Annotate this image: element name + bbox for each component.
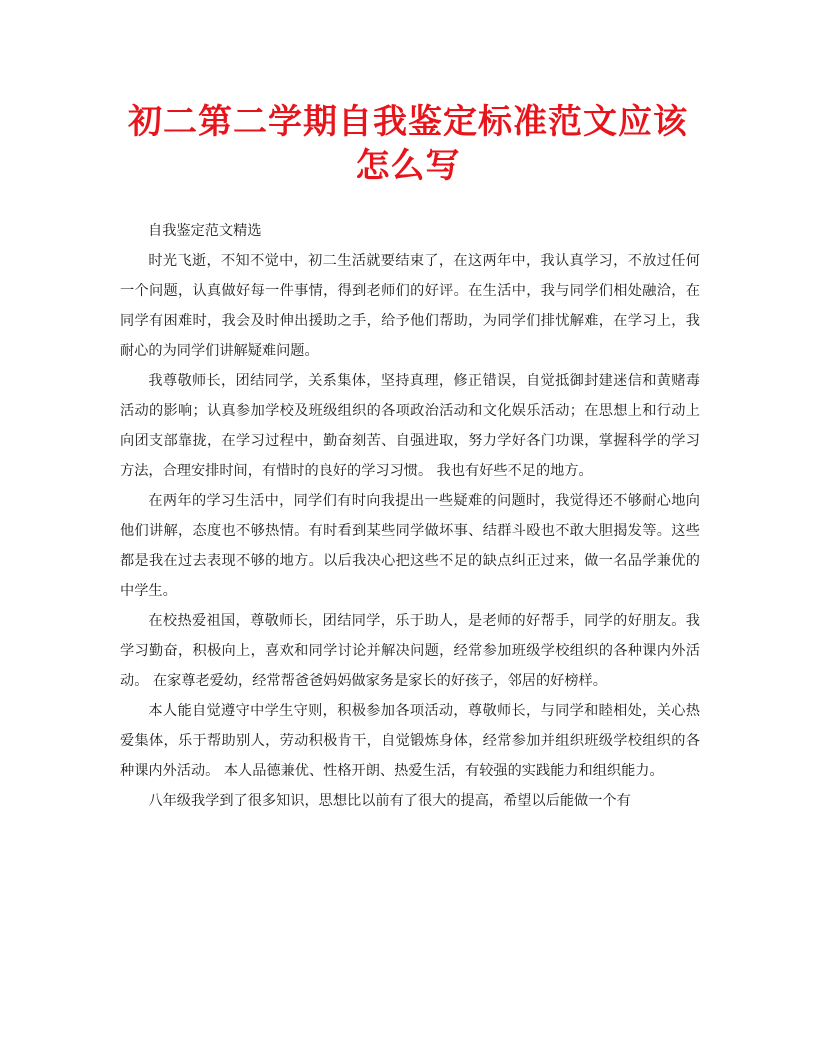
paragraph-4: 在校热爱祖国，尊敬师长，团结同学，乐于助人，是老师的好帮手，同学的好朋友。我学习勤奋，积极向上，喜欢和同学讨论并解决问题，经常参加班级学校组织的各种课内外活动。 在家尊老爱幼，经常帮爸爸妈妈做家务是家长的好孩子，邻居的好榜样。 (120, 613, 700, 689)
paragraph-2: 我尊敬师长，团结同学，关系集体，坚持真理，修正错误，自觉抵御封建迷信和黄赌毒活动的影响；认真参加学校及班级组织的各项政治活动和文化娱乐活动；在思想上和行动上向团支部靠拢，在学习过程中，勤奋刻苦、自强进取，努力学好各门功课，掌握科学的学习方法，合理安排时间，有惜时的良好的学习习惯。 我也有好些不足的地方。 (120, 373, 700, 479)
document-subtitle: 自我鉴定范文精选 (148, 223, 262, 239)
paragraph-5: 本人能自觉遵守中学生守则，积极参加各项活动，尊敬师长，与同学和睦相处，关心热爱集体，乐于帮助别人，劳动积极肯干，自觉锻炼身体，经常参加并组织班级学校组织的各种课内外活动。 本人品德兼优、性格开朗、热爱生活，有较强的实践能力和组织能力。 (120, 703, 700, 779)
document-title: 初二第二学期自我鉴定标准范文应该怎么写 (128, 102, 688, 186)
paragraph-3: 在两年的学习生活中，同学们有时向我提出一些疑难的问题时，我觉得还不够耐心地向他们讲解，态度也不够热情。有时看到某些同学做坏事、结群斗殴也不敢大胆揭发等。这些都是我在过去表现不够的地方。以后我决心把这些不足的缺点纠正过来，做一名品学兼优的中学生。 (120, 493, 700, 599)
paragraph-1: 时光飞逝，不知不觉中，初二生活就要结束了，在这两年中，我认真学习，不放过任何一个问题，认真做好每一件事情，得到老师们的好评。在生活中，我与同学们相处融洽，在同学有困难时，我会及时伸出援助之手，给予他们帮助，为同学们排忧解难，在学习上，我耐心的为同学们讲解疑难问题。 (120, 253, 700, 359)
document-body (120, 216, 700, 816)
paragraph-6: 八年级我学到了很多知识，思想比以前有了很大的提高，希望以后能做一个有 (148, 793, 631, 809)
